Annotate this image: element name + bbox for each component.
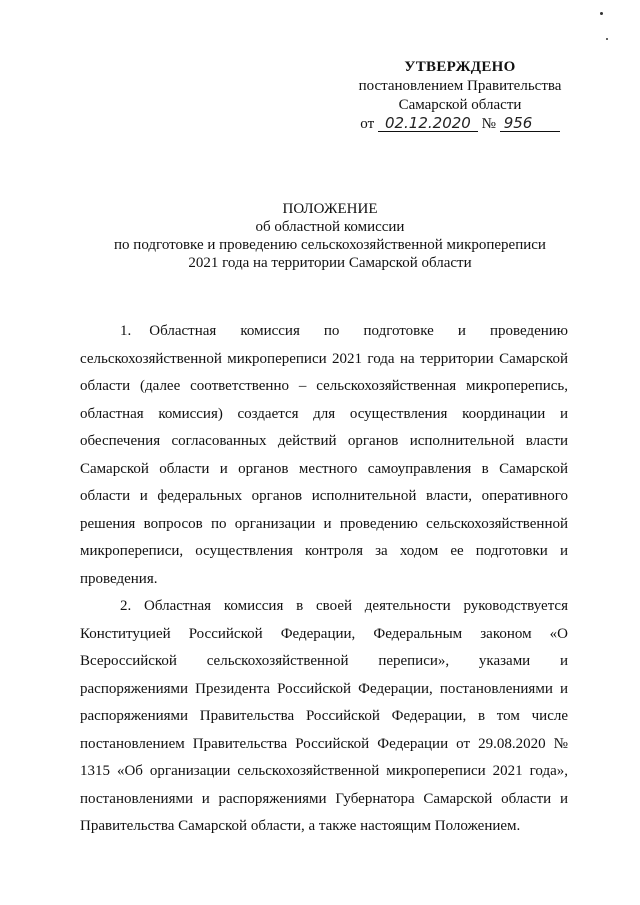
title-line-4: 2021 года на территории Самарской области (188, 255, 472, 271)
paragraph-1-text: Областная комиссия по подготовке и проведению сельскохозяйственной микропереписи 2021 года на территории Самарской области (далее соответственно – сельскохозяйственная микроперепись, областная комиссия) создается для осуществления координации и обеспечения согласованных действий органов исполнительной власти Самарской области и органов местного самоуправления в Самарской области и федеральных органов исполнительной власти, оперативного решения вопросов по организации и проведению сельскохозяйственной микропереписи, осуществления контроля за ходом ее подготовки и проведения. (80, 323, 568, 587)
handwritten-number: 956 (500, 116, 560, 132)
paragraph-2: 2. Областная комиссия в своей деятельности руководствуется Конституцией Российской Федерации, Федеральным законом «О Всероссийской сельскохозяйственной переписи», указами и распоряжениями Президента Российской Федерации, постановлениями и распоряжениями Правительства Российской Федерации, в том числе постановлением Правительства Российской Федерации от 29.08.2020 № 1315 «Об организации сельскохозяйственной микропереписи 2021 года», постановлениями и распоряжениями Губернатора Самарской области и Правительства Самарской области, а также настоящим Положением. (80, 598, 568, 834)
paragraph-1-number: 1. (120, 323, 132, 339)
number-sign: № (481, 116, 496, 132)
paragraph-1 (80, 318, 568, 593)
scan-speck (600, 12, 603, 15)
scan-speck (606, 38, 608, 40)
approval-date-line (352, 115, 568, 134)
date-prefix: от (360, 116, 375, 132)
title-line-1: ПОЛОЖЕНИЕ (282, 201, 378, 217)
document-body (80, 318, 568, 841)
handwritten-date: 02.12.2020 (378, 116, 478, 132)
approval-line-1: постановлением Правительства (358, 78, 562, 94)
title-line-3: по подготовке и проведению сельскохозяйственной микропереписи (114, 237, 546, 253)
document-title (80, 200, 580, 272)
approval-line-2: Самарской области (398, 97, 522, 113)
title-line-2: об областной комиссии (255, 219, 405, 235)
approval-stamp (352, 58, 568, 134)
approval-heading: УТВЕРЖДЕНО (404, 59, 516, 75)
